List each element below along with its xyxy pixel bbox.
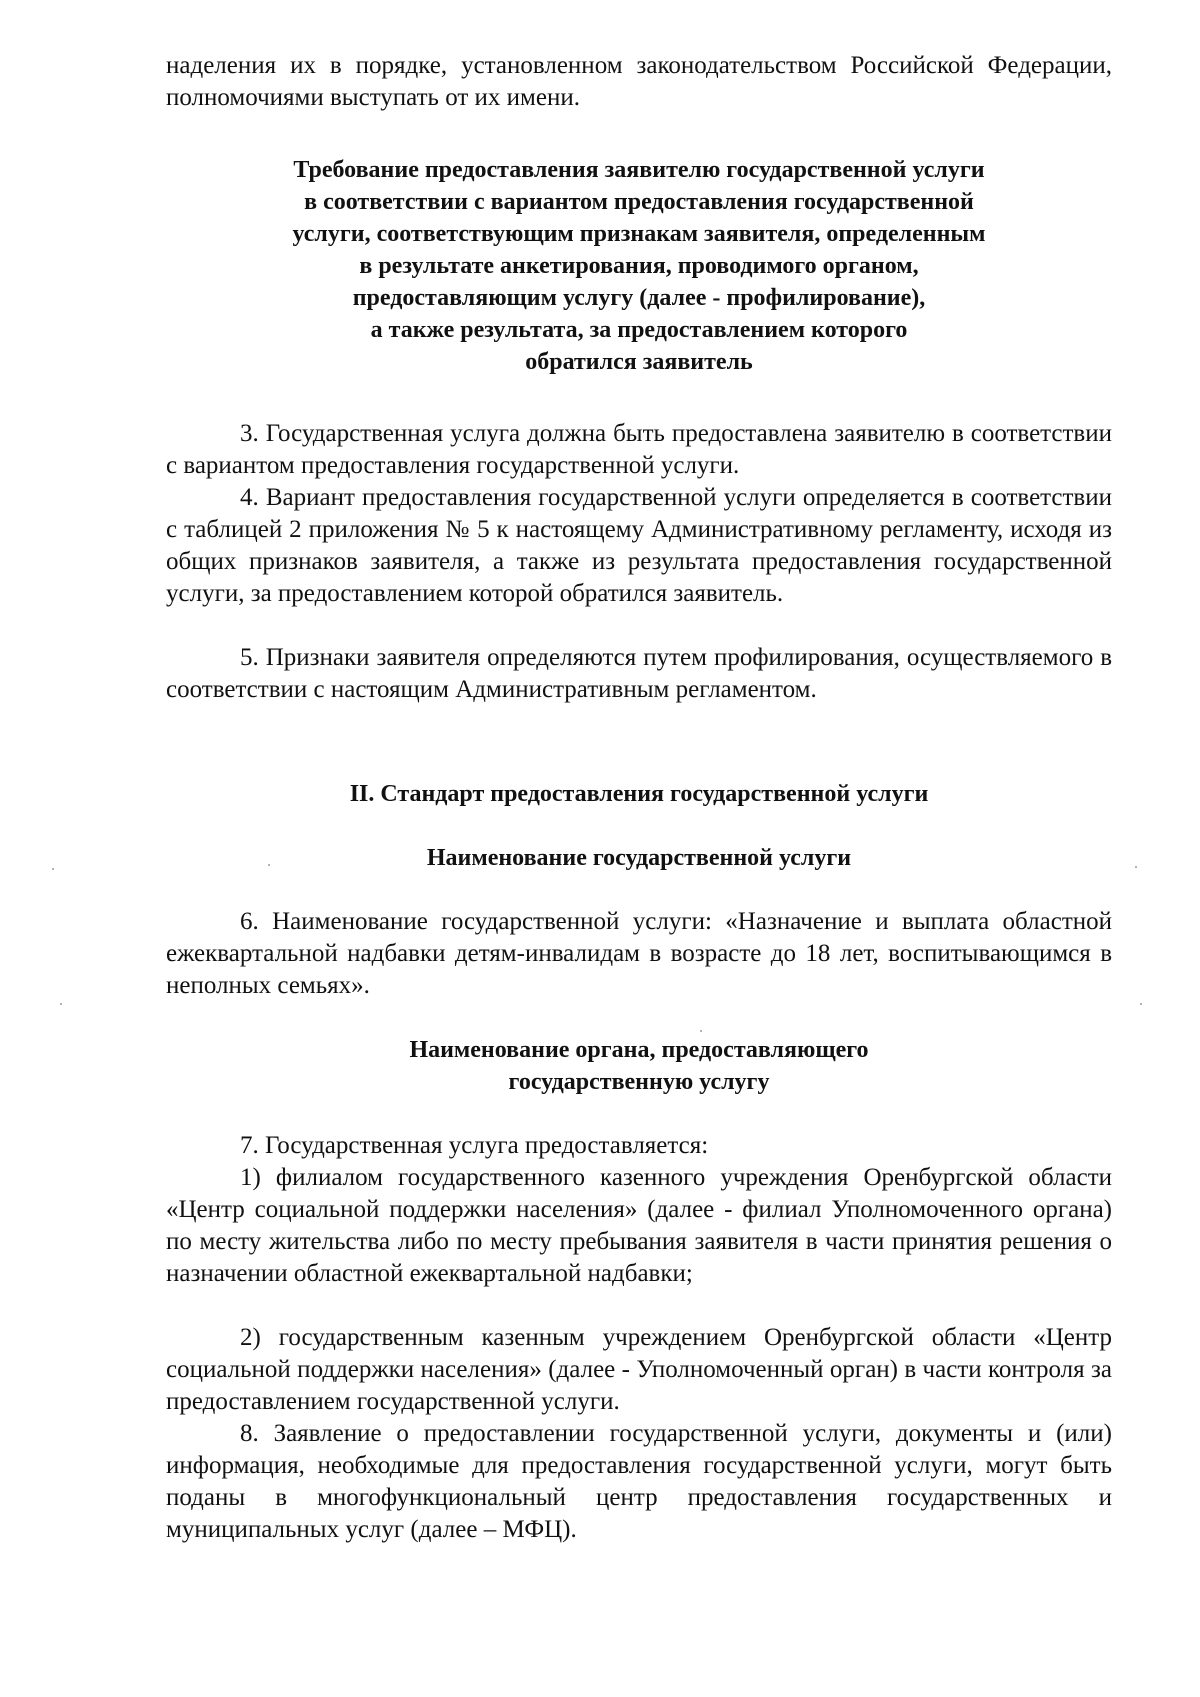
scan-speck (60, 1003, 62, 1005)
heading-line: в результате анкетирования, проводимого органом, (359, 253, 919, 279)
heading-line: Требование предоставления заявителю государственной услуги (293, 157, 985, 183)
heading-organ (166, 1034, 1112, 1098)
paragraph-4: 4. Вариант предоставления государственной услуги определяется в соответствии с таблицей 2 приложения № 5 к настоящему Административному регламенту, исходя из общих признаков заявителя, а также из результата предоставления государственной услуги, за предоставлением которой обратился заявитель. (166, 484, 1112, 607)
paragraph-3: 3. Государственная услуга должна быть предоставлена заявителю в соответствии с вариантом предоставления государственной услуги. (166, 420, 1112, 479)
heading-line: государственную услугу (508, 1069, 770, 1095)
paragraph-7-item-2: 2) государственным казенным учреждением Оренбургской области «Центр социальной поддержки населения» (далее - Уполномоченный орган) в части контроля за предоставлением государственной услуги. (166, 1324, 1112, 1415)
heading-requirement (166, 154, 1112, 378)
heading-line: Наименование органа, предоставляющего (409, 1037, 869, 1063)
heading-line: обратился заявитель (525, 349, 753, 375)
scan-speck (700, 1030, 702, 1032)
paragraph-6: 6. Наименование государственной услуги: «Назначение и выплата областной ежеквартальной надбавки детям-инвалидам в возрасте до 18 лет, воспитывающимся в неполных семьях». (166, 908, 1112, 999)
paragraph-8: 8. Заявление о предоставлении государственной услуги, документы и (или) информация, необходимые для предоставления государственной услуги, могут быть поданы в многофункциональный центр предоставления государственных и муниципальных услуг (далее – МФЦ). (166, 1420, 1112, 1543)
heading-line: в соответствии с вариантом предоставления государственной (304, 189, 974, 215)
heading-line: услуги, соответствующим признакам заявителя, определенным (292, 221, 986, 247)
scan-speck (1140, 1003, 1142, 1005)
top-paragraph: наделения их в порядке, установленном законодательством Российской Федерации, полномочиями выступать от их имени. (166, 52, 1112, 111)
section-title: II. Стандарт предоставления государственной услуги (349, 781, 929, 807)
paragraph-5: 5. Признаки заявителя определяются путем профилирования, осуществляемого в соответствии с настоящим Административным регламентом. (166, 644, 1112, 703)
paragraph-7-item-1: 1) филиалом государственного казенного учреждения Оренбургской области «Центр социальной поддержки населения» (далее - филиал Уполномоченного органа) по месту жительства либо по месту пребывания заявителя в части принятия решения о назначении областной ежеквартальной надбавки; (166, 1164, 1112, 1287)
scan-speck (1135, 866, 1137, 868)
heading-service-name: Наименование государственной услуги (426, 845, 852, 871)
scan-speck (52, 868, 54, 870)
heading-line: предоставляющим услугу (далее - профилирование), (352, 285, 926, 311)
paragraph-7: 7. Государственная услуга предоставляется: (240, 1132, 709, 1159)
heading-line: а также результата, за предоставлением которого (370, 317, 908, 343)
